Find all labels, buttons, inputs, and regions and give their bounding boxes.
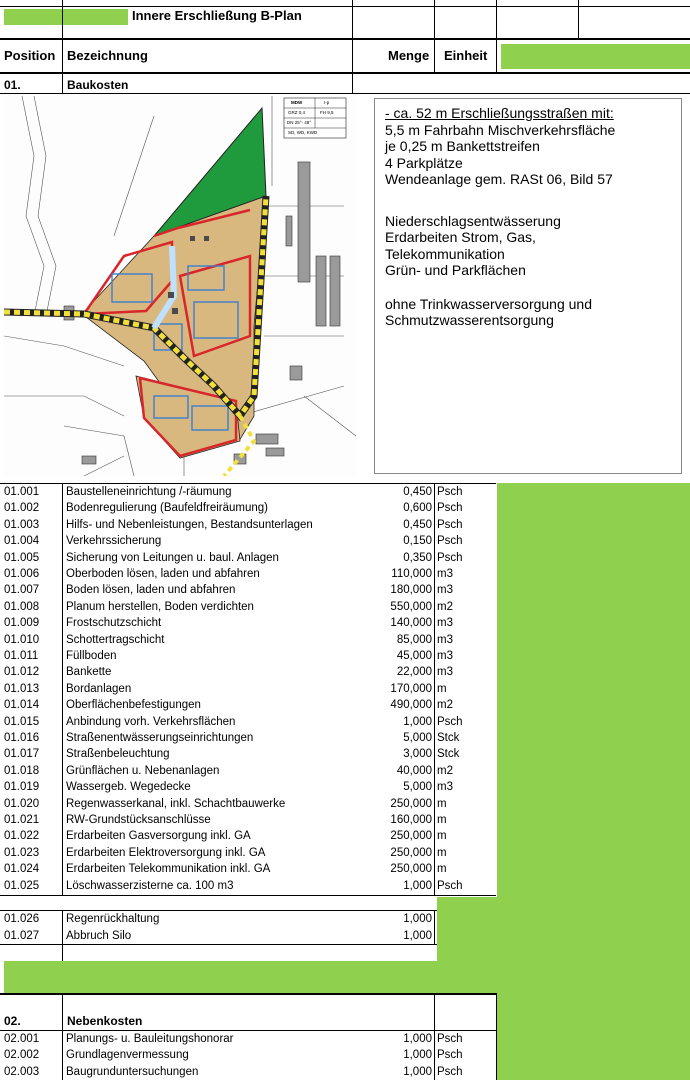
- section-rule: [0, 993, 497, 995]
- table-cell-unit: Psch: [437, 535, 463, 548]
- table-cell-pos: 01.024: [4, 863, 40, 876]
- table-cell-qty: 160,000: [390, 814, 432, 826]
- table-cell-desc: Erdarbeiten Gasversorgung inkl. GA: [66, 830, 251, 843]
- table-cell-qty: 1,000: [403, 929, 432, 942]
- plan-legend-text: FH 9,5: [320, 110, 334, 115]
- table-cell-qty: 1,000: [403, 715, 432, 728]
- col-menge-header: Menge: [388, 48, 430, 63]
- notes-line: 4 Parkplätze: [385, 154, 463, 171]
- section-1-number: 01.: [4, 78, 21, 92]
- table-cell-unit: Psch: [437, 518, 463, 531]
- redaction-block: [497, 993, 690, 1080]
- grid-line: [434, 993, 435, 1080]
- table-cell-desc: Planum herstellen, Boden verdichten: [66, 600, 254, 613]
- table-cell-desc: Oberflächenbefestigungen: [66, 699, 201, 712]
- redaction-block: [4, 961, 437, 993]
- table-cell-unit: Psch: [437, 715, 463, 728]
- table-cell-pos: 01.007: [4, 584, 40, 597]
- col-position-header: Position: [4, 48, 56, 63]
- table-cell-unit: m3: [437, 617, 453, 630]
- table-cell-pos: 01.002: [4, 502, 40, 515]
- table-cell-qty: 140,000: [390, 617, 432, 630]
- table-cell-unit: Stck: [437, 748, 460, 761]
- table-cell-desc: Füllboden: [66, 650, 117, 662]
- table-cell-desc: Wassergeb. Wegedecke: [66, 781, 191, 794]
- table-cell-pos: 01.026: [4, 913, 40, 925]
- table-cell-pos: 01.009: [4, 617, 40, 630]
- table-cell-qty: 1,000: [403, 1049, 432, 1062]
- table-cell-desc: Schottertragschicht: [66, 633, 165, 646]
- grid-line: [578, 0, 579, 38]
- redaction-block: [501, 44, 690, 69]
- table-cell-qty: 180,000: [390, 584, 432, 597]
- table-cell-unit: m: [437, 863, 447, 876]
- grid-line: [434, 0, 435, 72]
- table-cell-pos: 01.020: [4, 797, 40, 810]
- table-cell-desc: Hilfs- und Nebenleistungen, Bestandsunterlagen: [66, 518, 313, 531]
- table-cell-pos: 01.004: [4, 535, 40, 548]
- table-cell-qty: 40,000: [396, 764, 432, 777]
- table-cell-qty: 45,000: [396, 650, 432, 662]
- table-cell-desc: Oberboden lösen, laden und abfahren: [66, 568, 260, 580]
- table-cell-unit: m3: [437, 650, 453, 662]
- table-cell-unit: m3: [437, 633, 453, 646]
- table-cell-qty: 170,000: [390, 682, 432, 695]
- grid-line: [62, 910, 63, 961]
- table-cell-qty: 110,000: [391, 568, 432, 580]
- table-cell-unit: Psch: [437, 502, 463, 515]
- table-cell-qty: 250,000: [390, 797, 432, 810]
- plan-legend-text: GRZ 0,4: [288, 110, 306, 115]
- table-cell-pos: 01.014: [4, 699, 40, 712]
- table-cell-desc: Löschwasserzisterne ca. 100 m3: [66, 879, 234, 892]
- table-cell-unit: m: [437, 814, 447, 826]
- table-cell-qty: 0,350: [403, 551, 432, 564]
- grid-line: [352, 0, 353, 94]
- table-cell-unit: m: [437, 846, 447, 859]
- table-cell-unit: m: [437, 682, 447, 695]
- document-title: Innere Erschließung B-Plan: [132, 8, 302, 23]
- section-1-title: Baukosten: [67, 78, 129, 92]
- notes-line: Erdarbeiten Strom, Gas,: [385, 229, 536, 245]
- table-cell-pos: 01.015: [4, 715, 40, 728]
- table-cell-pos: 01.021: [4, 814, 40, 826]
- table-cell-desc: Bordanlagen: [66, 682, 132, 695]
- table-cell-unit: Psch: [437, 486, 463, 498]
- table-cell-desc: Grünflächen u. Nebenanlagen: [66, 764, 220, 777]
- table-cell-qty: 1,000: [403, 1033, 432, 1045]
- table-cell-qty: 5,000: [403, 781, 432, 794]
- table-cell-pos: 01.016: [4, 732, 40, 744]
- grid-line: [62, 0, 63, 94]
- table-cell-pos: 02.003: [4, 1065, 40, 1078]
- table-cell-desc: Bodenregulierung (Baufeldfreiräumung): [66, 502, 269, 515]
- table-rule: [0, 895, 496, 896]
- table-cell-pos: 01.023: [4, 846, 40, 859]
- table-cell-qty: 1,000: [403, 913, 432, 925]
- plan-legend-text: DN 25°- 48°: [287, 120, 312, 125]
- table-cell-pos: 01.019: [4, 781, 40, 794]
- table-cell-qty: 5,000: [403, 732, 432, 744]
- table-cell-pos: 01.010: [4, 633, 40, 646]
- table-cell-unit: m2: [437, 600, 453, 613]
- table-cell-desc: Regenrückhaltung: [66, 913, 160, 925]
- table-cell-desc: RW-Grundstücksanschlüsse: [66, 814, 211, 826]
- top-rule: [0, 6, 690, 7]
- table-cell-pos: 02.001: [4, 1033, 40, 1045]
- table-cell-qty: 250,000: [390, 863, 432, 876]
- notes-line: je 0,25 m Bankettstreifen: [385, 138, 540, 154]
- table-cell-unit: Psch: [437, 879, 463, 892]
- table-cell-qty: 490,000: [390, 699, 432, 712]
- grid-line: [62, 483, 63, 895]
- table-cell-unit: Stck: [437, 732, 460, 744]
- table-cell-pos: 01.011: [4, 650, 39, 662]
- table-cell-unit: m: [437, 830, 447, 843]
- notes-line: Telekommunikation: [385, 245, 505, 262]
- table-cell-pos: 01.013: [4, 682, 40, 695]
- table-cell-pos: 01.018: [4, 764, 40, 777]
- table-cell-pos: 02.002: [4, 1049, 40, 1062]
- table-cell-qty: 0,450: [403, 486, 432, 498]
- table-cell-pos: 01.008: [4, 600, 40, 613]
- table-cell-qty: 1,000: [403, 879, 432, 892]
- table-cell-qty: 85,000: [396, 633, 432, 646]
- notes-line: Wendeanlage gem. RASt 06, Bild 57: [385, 171, 613, 187]
- table-cell-unit: m3: [437, 666, 453, 679]
- table-cell-desc: Regenwasserkanal, inkl. Schachtbauwerke: [66, 797, 286, 810]
- table-cell-desc: Erdarbeiten Elektroversorgung inkl. GA: [66, 846, 266, 859]
- grid-line: [434, 483, 435, 895]
- table-cell-desc: Straßenentwässerungseinrichtungen: [66, 732, 254, 744]
- notes-line: 5,5 m Fahrbahn Mischverkehrsfläche: [385, 121, 616, 138]
- table-cell-desc: Abbruch Silo: [66, 929, 132, 942]
- table-cell-desc: Planungs- u. Bauleitungshonorar: [66, 1033, 234, 1045]
- table-cell-unit: m: [437, 797, 447, 810]
- site-plan-image: [4, 96, 356, 476]
- table-cell-pos: 01.012: [4, 666, 40, 679]
- table-cell-unit: m2: [437, 764, 453, 777]
- plan-legend-text: MDW: [291, 100, 303, 105]
- table-cell-qty: 0,450: [403, 518, 432, 531]
- table-cell-unit: Psch: [437, 1049, 463, 1062]
- table-cell-qty: 250,000: [390, 846, 432, 859]
- notes-line: Grün- und Parkflächen: [385, 262, 526, 278]
- notes-line: Schmutzwasserentsorgung: [385, 312, 554, 328]
- table-cell-pos: 01.006: [4, 568, 40, 580]
- plan-legend-text: I-p: [324, 100, 330, 105]
- table-cell-pos: 01.027: [4, 929, 40, 942]
- grid-line: [496, 0, 497, 72]
- table-cell-qty: 250,000: [390, 830, 432, 843]
- table-cell-desc: Frostschutzschicht: [66, 617, 162, 630]
- notes-line: Niederschlagsentwässerung: [385, 212, 561, 229]
- table-cell-qty: 22,000: [396, 666, 432, 679]
- table-cell-desc: Baugrunduntersuchungen: [66, 1065, 199, 1078]
- redaction-block: [497, 483, 690, 897]
- table-cell-pos: 01.025: [4, 879, 40, 892]
- section-rule: [0, 93, 690, 94]
- scope-notes-box: [374, 98, 682, 474]
- col-bezeichnung-header: Bezeichnung: [67, 48, 148, 63]
- grid-line: [434, 910, 435, 944]
- table-cell-desc: Straßenbeleuchtung: [66, 748, 170, 761]
- table-cell-desc: Boden lösen, laden und abfahren: [66, 584, 236, 597]
- table-cell-desc: Baustelleneinrichtung /-räumung: [66, 486, 232, 498]
- redaction-block: [4, 9, 128, 25]
- table-cell-unit: m3: [437, 584, 453, 597]
- notes-line: ohne Trinkwasserversorgung und: [385, 295, 593, 312]
- table-cell-desc: Bankette: [66, 666, 112, 679]
- table-cell-desc: Sicherung von Leitungen u. baul. Anlagen: [66, 551, 279, 564]
- table-cell-qty: 3,000: [403, 748, 432, 761]
- table-cell-unit: m2: [437, 699, 453, 712]
- notes-line: - ca. 52 m Erschließungsstraßen mit:: [385, 105, 614, 121]
- table-cell-qty: 0,150: [403, 535, 432, 548]
- table-cell-pos: 01.003: [4, 518, 40, 531]
- table-cell-unit: m3: [437, 568, 453, 580]
- section-2-title: Nebenkosten: [67, 1014, 143, 1028]
- redaction-block: [437, 897, 690, 993]
- table-cell-pos: 01.022: [4, 830, 40, 843]
- table-cell-qty: 0,600: [403, 502, 432, 515]
- header-bottom-rule: [0, 72, 690, 74]
- table-cell-unit: Psch: [437, 551, 463, 564]
- table-cell-pos: 01.001: [4, 486, 40, 498]
- plan-legend-text: SD, WD, KWD: [288, 130, 318, 135]
- table-cell-unit: m3: [437, 781, 453, 794]
- table-cell-desc: Grundlagenvermessung: [66, 1049, 189, 1062]
- table-rule: [0, 944, 437, 945]
- table-cell-desc: Anbindung vorh. Verkehrsflächen: [66, 715, 236, 728]
- table-cell-qty: 1,000: [403, 1065, 432, 1078]
- table-cell-unit: Psch: [437, 1065, 463, 1078]
- table-cell-pos: 01.017: [4, 748, 40, 761]
- table-cell-desc: Erdarbeiten Telekommunikation inkl. GA: [66, 863, 271, 876]
- table-cell-pos: 01.005: [4, 551, 40, 564]
- header-rule: [0, 38, 690, 40]
- table-cell-qty: 550,000: [390, 600, 432, 613]
- section-2-number: 02.: [4, 1014, 21, 1028]
- table-cell-desc: Verkehrssicherung: [66, 535, 162, 548]
- table-cell-unit: Psch: [437, 1033, 463, 1045]
- col-einheit-header: Einheit: [444, 48, 488, 63]
